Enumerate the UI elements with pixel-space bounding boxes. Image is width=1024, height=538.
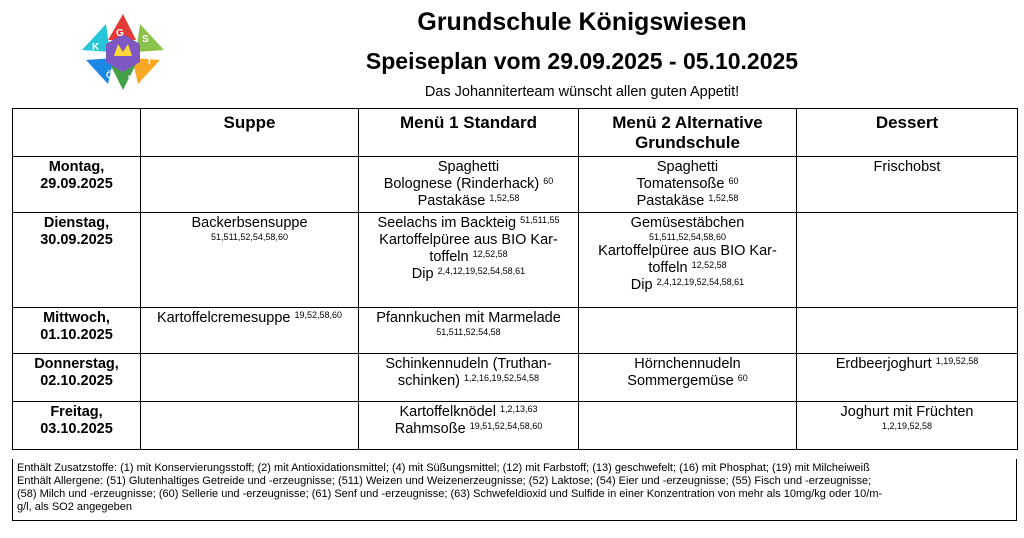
dish-text: Dip: [411, 266, 434, 282]
logo-letter-s: S: [142, 34, 149, 45]
dessert-cell: [797, 402, 1018, 450]
dish-text: Tomatensoße: [636, 176, 725, 192]
menu-date-range: Speiseplan vom 29.09.2025 - 05.10.2025: [365, 48, 799, 74]
allergen-codes: 60: [737, 373, 748, 383]
dish-text: Rahmsoße: [394, 421, 466, 437]
day-name: Dienstag,: [43, 215, 110, 231]
allergen-codes: 2,4,12,19,52,54,58,61: [656, 277, 745, 287]
dish-text: schinken): [397, 373, 460, 389]
suppe-cell: [141, 354, 359, 402]
dish-line: [362, 232, 575, 249]
allergen-codes: 1,2,16,19,52,54,58: [464, 373, 540, 383]
dish-line: [362, 159, 575, 176]
dish-line: [800, 159, 1014, 176]
page-title: Grundschule Königswiesen: [417, 8, 747, 36]
allergen-codes: 19,51,52,54,58,60: [469, 421, 543, 431]
dish-text: Spaghetti: [656, 159, 719, 175]
dish-text: Spaghetti: [437, 159, 500, 175]
allergen-codes: 51,511,52,54,58,60: [649, 232, 726, 242]
legend-line: Enthält Allergene: (51) Glutenhaltiges Getreide und -erzeugnisse; (511) Weizen und Weizenerzeugnisse; (52) Laktose; (54) Eier und -erzeugnisse; (55) Fisch und -erzeugnisse;: [17, 475, 872, 487]
menu2-cell: [579, 308, 797, 354]
dish-line: [582, 159, 793, 176]
table-row: [13, 308, 1018, 354]
dish-text: Kartoffelpüree aus BIO Kar-: [379, 232, 558, 248]
dish-text: Frischobst: [873, 159, 941, 175]
column-header-menu1: Menü 1 Standard: [359, 109, 579, 157]
menu1-cell: [359, 354, 579, 402]
dish-text: toffeln: [648, 260, 688, 276]
dish-line: [582, 373, 793, 390]
dessert-cell: [797, 308, 1018, 354]
dish-text: Erdbeerjoghurt: [835, 356, 932, 372]
suppe-cell: [141, 213, 359, 308]
dish-line: [362, 249, 575, 266]
dish-text: toffeln: [429, 249, 469, 265]
dish-line: [362, 404, 575, 421]
dish-line: [362, 356, 575, 373]
dish-line: [362, 421, 575, 438]
day-name: Freitag,: [50, 404, 103, 420]
dish-text: Gemüsestäbchen: [630, 215, 745, 231]
allergen-codes: 2,4,12,19,52,54,58,61: [437, 266, 526, 276]
dish-text: Pfannkuchen mit Marmelade: [376, 310, 561, 326]
menu2-cell: [579, 402, 797, 450]
legend-line: (58) Milch und -erzeugnisse; (60) Sellerie und -erzeugnisse; (61) Senf und -erzeugnisse; (63) Schwefeldioxid und Sulfide in einer Konzentration von mehr als 10mg/kg oder 10/m-: [17, 488, 883, 500]
allergen-codes: 1,2,19,52,58: [881, 421, 933, 431]
allergen-codes: 1,19,52,58: [935, 356, 979, 366]
dish-line: [362, 266, 575, 283]
table-row: [13, 402, 1018, 450]
day-date: 02.10.2025: [40, 373, 113, 389]
logo-letter-g: G: [116, 28, 124, 39]
dish-text: Kartoffelknödel: [399, 404, 496, 420]
menu2-cell: [579, 354, 797, 402]
allergen-codes: 12,52,58: [472, 249, 508, 259]
dish-text: Pastakäse: [636, 193, 705, 209]
logo-letter-o: Ö: [106, 70, 114, 80]
dish-text: Kartoffelpüree aus BIO Kar-: [598, 243, 777, 259]
menu1-cell: [359, 213, 579, 308]
menu2-cell: [579, 213, 797, 308]
allergen-codes: 51,511,52,54,58,60: [211, 232, 288, 242]
dish-line: [582, 243, 793, 260]
dish-text: Kartoffelcremesuppe: [156, 310, 291, 326]
dish-text: Hörnchennudeln: [634, 356, 741, 372]
table-row: [13, 354, 1018, 402]
dish-line: [362, 373, 575, 390]
dish-text: Backerbsensuppe: [191, 215, 308, 231]
dessert-cell: [797, 354, 1018, 402]
tagline: Das Johanniterteam wünscht allen guten Appetit!: [424, 84, 740, 100]
dish-line: [362, 193, 575, 210]
dish-text: Schinkennudeln (Truthan-: [385, 356, 552, 372]
suppe-cell: [141, 308, 359, 354]
dish-line: [800, 356, 1014, 373]
dish-text: Dip: [630, 277, 653, 293]
menu2-cell: [579, 157, 797, 213]
dish-line: [144, 310, 355, 327]
logo-letter-w: W: [128, 74, 137, 84]
allergen-codes: 19,52,58,60: [294, 310, 343, 320]
menu1-cell: [359, 308, 579, 354]
menu1-cell: [359, 157, 579, 213]
day-cell: [13, 308, 141, 354]
day-name: Donnerstag,: [34, 356, 119, 372]
column-header-day: [13, 109, 141, 157]
allergen-codes: 1,2,13,63: [499, 404, 538, 414]
allergen-codes: 60: [543, 176, 554, 186]
suppe-cell: [141, 402, 359, 450]
dessert-cell: [797, 157, 1018, 213]
suppe-cell: [141, 157, 359, 213]
meal-plan-table: [12, 108, 1018, 450]
dessert-cell: [797, 213, 1018, 308]
legend-line: Enthält Zusatzstoffe: (1) mit Konservierungsstoff; (2) mit Antioxidationsmittel; (4) mit Süßungsmittel; (12) mit Farbstoff; (13) geschwefelt; (16) mit Phosphat; (19) mit Milcheiweiß: [17, 462, 870, 474]
day-name: Mittwoch,: [43, 310, 110, 326]
dish-line: [582, 277, 793, 294]
logo-letter-i: I: [148, 56, 151, 67]
column-header-dessert: Dessert: [797, 109, 1018, 157]
table-header-row: [13, 109, 1018, 157]
dish-line: [582, 260, 793, 277]
allergen-codes: 51,511,55: [520, 215, 560, 225]
allergen-codes: 12,52,58: [691, 260, 727, 270]
dish-line: [582, 215, 793, 232]
dish-line: [362, 215, 575, 232]
day-date: 29.09.2025: [40, 176, 113, 192]
column-header-suppe: Suppe: [141, 109, 359, 157]
logo-letter-k: K: [92, 42, 100, 53]
dish-line: [144, 215, 355, 232]
allergen-codes: 1,52,58: [489, 193, 520, 203]
day-cell: [13, 213, 141, 308]
dish-line: [582, 356, 793, 373]
dish-text: Pastakäse: [417, 193, 486, 209]
table-row: [13, 157, 1018, 213]
day-date: 30.09.2025: [40, 232, 113, 248]
dish-line: [362, 176, 575, 193]
dish-text: Seelachs im Backteig: [377, 215, 517, 231]
dish-line: [582, 193, 793, 210]
dish-line: [582, 176, 793, 193]
table-row: [13, 213, 1018, 308]
dish-line: [800, 404, 1014, 421]
allergen-codes: 1,52,58: [708, 193, 739, 203]
day-cell: [13, 402, 141, 450]
day-cell: [13, 354, 141, 402]
dish-text: Sommergemüse: [627, 373, 734, 389]
dish-text: Joghurt mit Früchten: [840, 404, 974, 420]
additives-allergens-legend: [12, 459, 1017, 521]
dish-text: Bolognese (Rinderhack): [383, 176, 540, 192]
day-name: Montag,: [48, 159, 105, 175]
day-date: 01.10.2025: [40, 327, 113, 343]
dish-line: [362, 310, 575, 327]
allergen-codes: 51,511,52,54,58: [436, 327, 501, 337]
column-header-menu2: Menü 2 Alternative Grundschule: [579, 109, 797, 157]
menu1-cell: [359, 402, 579, 450]
day-cell: [13, 157, 141, 213]
day-date: 03.10.2025: [40, 421, 113, 437]
allergen-codes: 60: [728, 176, 739, 186]
legend-line: g/l, als SO2 angegeben: [17, 501, 132, 513]
